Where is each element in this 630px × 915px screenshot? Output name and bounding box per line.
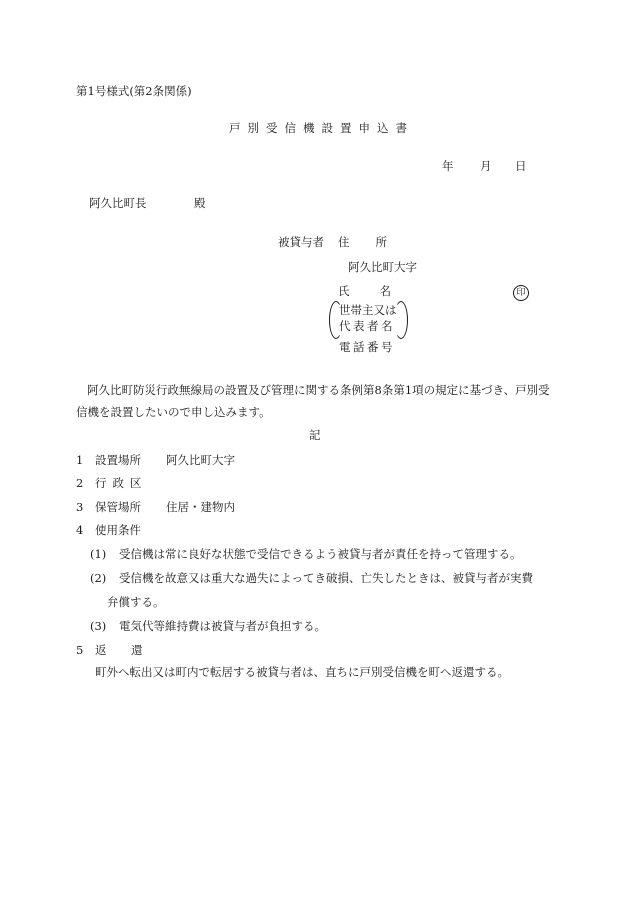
form-title: 戸別受信機設置申込書 [229, 121, 414, 135]
item-3-number: 3 [76, 500, 84, 514]
body-paragraph-text: 阿久比町防災行政無線局の設置及び管理に関する条例第8条第1項の規定に基づき、戸別受信機を設置したいので申し込みます。 [76, 383, 550, 419]
item-5-label-b: 還 [131, 643, 143, 657]
name-label: 氏名 [338, 284, 421, 298]
address-label: 住所 [338, 235, 413, 249]
item-1-value: 阿久比町大字 [166, 453, 235, 467]
date-year-label: 年 [442, 159, 454, 173]
item-5-number: 5 [76, 643, 84, 657]
condition-1-text: 受信機は常に良好な状態で受信できるよう被貸与者が責任を持って管理する。 [119, 547, 522, 561]
item-4-label: 使用条件 [95, 523, 141, 537]
phone-label: 電話番号 [339, 340, 395, 354]
addressee-name: 阿久比町長 [89, 196, 147, 210]
item-2-number: 2 [76, 476, 84, 490]
seal-mark: 印 [513, 285, 529, 301]
household-line1: 世帯主又は [339, 303, 397, 317]
item-2-label: 行政区 [95, 476, 148, 490]
condition-3-text: 電気代等維持費は被貸与者が負担する。 [119, 619, 326, 633]
body-paragraph [76, 379, 556, 423]
applicant-role: 被貸与者 [278, 235, 324, 249]
form-number: 第1号様式(第2条関係) [76, 84, 192, 98]
addressee-honorific: 殿 [194, 196, 206, 210]
condition-1-number: (1) [90, 547, 107, 561]
item-1-label: 設置場所 [95, 453, 141, 467]
item-3-value: 住居・建物内 [166, 500, 235, 514]
date-month-label: 月 [480, 159, 492, 173]
household-line2: 代表者名 [339, 319, 395, 333]
condition-3-number: (3) [90, 619, 107, 633]
condition-2-text-cont: 弁償する。 [107, 595, 165, 609]
date-day-label: 日 [515, 159, 527, 173]
item-1-number: 1 [76, 453, 84, 467]
address-value: 阿久比町大字 [348, 260, 417, 274]
condition-2-text: 受信機を故意又は重大な過失によってき破損、亡失したときは、被貸与者が実費 [119, 571, 533, 585]
item-4-number: 4 [76, 523, 84, 537]
item-3-label: 保管場所 [95, 500, 141, 514]
item-5-label-a: 返 [95, 643, 107, 657]
condition-2-number: (2) [90, 571, 107, 585]
household-paren-close [394, 301, 408, 339]
ki-heading: 記 [309, 428, 321, 442]
item-5-text: 町外へ転出又は町内で転居する被貸与者は、直ちに戸別受信機を町へ返還する。 [95, 665, 509, 679]
